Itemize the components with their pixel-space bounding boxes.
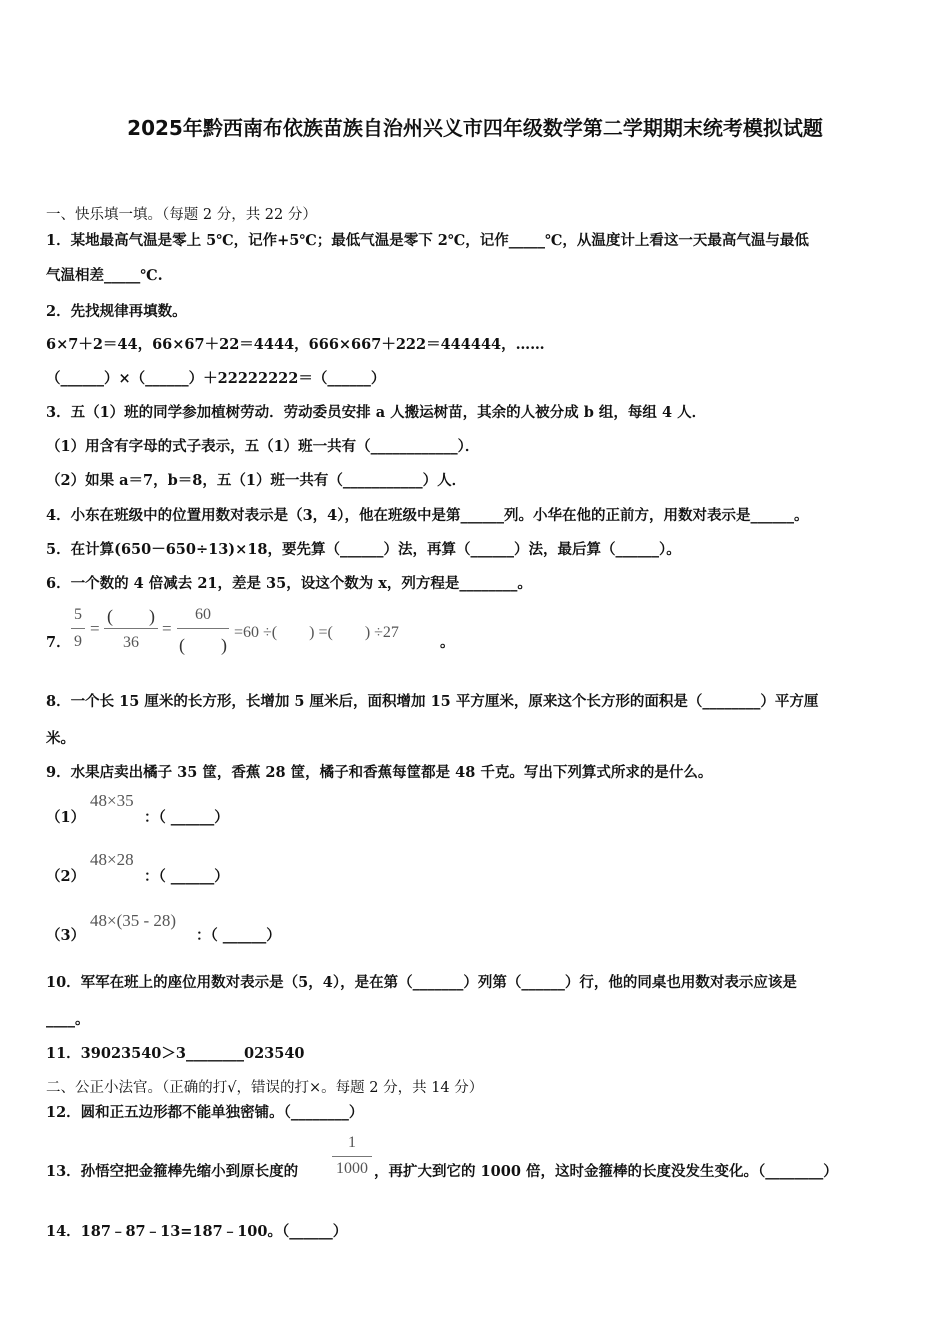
question-2-blank: （______）×（______）＋22222222＝（______）	[46, 370, 386, 387]
question-2-pattern: 6×7＋2＝44，66×67＋22＝4444，666×667＋222＝444444，……	[46, 336, 545, 353]
fraction-numerator: 1	[348, 1134, 356, 1151]
fraction-3-numerator: 60	[195, 606, 211, 623]
question-8-line-2: 米。	[46, 730, 75, 747]
question-9-part-3-expression: 48×(35 - 28)	[90, 911, 177, 930]
question-1-line-2: 气温相差_____℃.	[46, 267, 163, 284]
fraction-denominator: 1000	[336, 1160, 368, 1177]
question-7-expression: =60 ÷( ) =( ) ÷27	[234, 624, 399, 641]
question-4: 4．小东在班级中的位置用数对表示是（3，4），他在班级中是第______列。小华在他的正前方，用数对表示是______。	[46, 507, 809, 524]
question-8-line-1: 8．一个长 15 厘米的长方形，长增加 5 厘米后，面积增加 15 平方厘米，原来这个长方形的面积是（________）平方厘	[46, 693, 819, 710]
page-title: 2025年黔西南布依族苗族自治州兴义市四年级数学第二学期期末统考模拟试题	[127, 116, 823, 140]
question-9-part-1-blank: ：（ ______）	[144, 809, 229, 826]
fraction-2-denominator: 36	[123, 634, 139, 651]
question-7-end: 。	[440, 634, 455, 651]
fraction-3-bar	[177, 628, 229, 629]
question-10-line-1: 10．军军在班上的座位用数对表示是（5，4），是在第（_______）列第（______）行，他的同桌也用数对表示应该是	[46, 974, 797, 991]
fraction-2-bar	[104, 628, 158, 629]
question-13-end: ，再扩大到它的 1000 倍，这时金箍棒的长度没发生变化。（________）	[374, 1163, 838, 1180]
question-9-part-1-label: （1）	[46, 809, 86, 826]
fraction-1-denominator: 9	[74, 633, 82, 650]
question-14: 14．187﹣87﹣13=187﹣100。（______）	[46, 1223, 348, 1240]
question-3-part-1: （1）用含有字母的式子表示，五（1）班一共有（____________）．	[46, 438, 480, 455]
fraction-2-numerator: ( )	[107, 606, 155, 626]
fraction-1-bar	[71, 628, 85, 629]
question-13-start: 13．孙悟空把金箍棒先缩小到原长度的	[46, 1163, 299, 1180]
question-9-part-2-expression: 48×28	[90, 850, 134, 869]
question-3-part-2: （2）如果 a＝7，b＝8，五（1）班一共有（___________）人．	[46, 472, 467, 489]
question-2: 2．先找规律再填数。	[46, 303, 187, 320]
question-5: 5．在计算(650－650÷13)×18，要先算（______）法，再算（______）法，最后算（______）。	[46, 541, 681, 558]
fraction-1-numerator: 5	[74, 606, 82, 623]
question-7-number: 7．	[46, 634, 71, 651]
question-9: 9．水果店卖出橘子 35 筐，香蕉 28 筐，橘子和香蕉每筐都是 48 千克。写出下列算式所求的是什么。	[46, 764, 713, 781]
question-9-part-1-expression: 48×35	[90, 791, 134, 810]
question-9-part-2-blank: ：（ ______）	[144, 868, 229, 885]
question-3: 3．五（1）班的同学参加植树劳动．劳动委员安排 a 人搬运树苗，其余的人被分成 b 组，每组 4 人．	[46, 404, 707, 421]
question-9-part-3-label: （3）	[46, 927, 86, 944]
equals-sign-2: =	[162, 619, 172, 638]
section-1-heading: 一、快乐填一填。（每题 2 分，共 22 分）	[46, 207, 317, 223]
question-9-part-2-label: （2）	[46, 868, 86, 885]
equals-sign-1: =	[90, 619, 100, 638]
fraction-bar	[332, 1156, 372, 1157]
question-9-part-3-blank: ：（ ______）	[196, 927, 281, 944]
question-6: 6．一个数的 4 倍减去 21，差是 35，设这个数为 x，列方程是________。	[46, 575, 532, 592]
section-2-heading: 二、公正小法官。（正确的打√，错误的打×。每题 2 分，共 14 分）	[46, 1080, 484, 1096]
fraction-3-denominator: ( )	[179, 635, 227, 655]
question-12: 12．圆和正五边形都不能单独密铺。（________）	[46, 1104, 364, 1121]
question-10-line-2: ____。	[46, 1011, 90, 1028]
question-1-line-1: 1．某地最高气温是零上 5℃，记作+5℃；最低气温是零下 2℃，记作_____℃，从温度计上看这一天最高气温与最低	[46, 232, 809, 249]
question-11: 11．39023540＞3________023540	[46, 1045, 305, 1062]
